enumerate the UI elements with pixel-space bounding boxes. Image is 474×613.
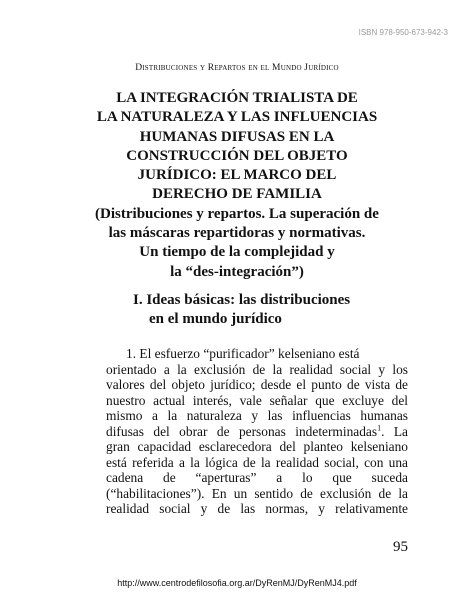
paragraph-line: orientado a la exclusión de la realidad social y los (106, 361, 408, 377)
subtitle-line: (Distribuciones y repartos. La superación de (95, 205, 379, 222)
section-heading-line: I. Ideas básicas: las distribuciones (133, 292, 351, 308)
paragraph-line: (“habilitaciones”). En un sentido de exclusión de la (106, 485, 408, 501)
paragraph-line: 1. El esfuerzo “purificador” kelseniano está (126, 346, 360, 361)
subtitle-line: Un tiempo de la complejidad y (139, 244, 335, 261)
paragraph-line: cadena de “aperturas” a lo que suceda (106, 470, 408, 485)
subtitle-line: las máscaras repartidoras y normativas. (108, 225, 366, 242)
running-header: Distribuciones y Repartos en el Mundo Jurídico (135, 63, 339, 73)
chapter-title (0, 89, 474, 282)
title-line: LA NATURALEZA Y LAS INFLUENCIAS (96, 109, 378, 126)
paragraph-line: está referida a la lógica de la realidad social, con una (106, 454, 408, 470)
paragraph-line-with-footnote (106, 424, 408, 440)
title-line: LA INTEGRACIÓN TRIALISTA DE (116, 90, 358, 106)
title-line: JURÍDICO: EL MARCO DEL (137, 167, 337, 184)
title-line: CONSTRUCCIÓN DEL OBJETO (126, 147, 348, 164)
paragraph-line: valores del objeto jurídico; desde el punto de vista de (106, 377, 408, 392)
paragraph-line: nuestro actual interés, vale señalar que excluye del (106, 392, 408, 408)
paragraph-line: mismo a la naturaleza y las influencias humanas (106, 408, 408, 423)
paragraph-line: realidad social y de las normas, y relativamente (106, 501, 408, 516)
paragraph-text: difusas del obrar de personas indeterminadas (106, 423, 378, 439)
footnote-marker: 1 (377, 423, 382, 433)
paragraph-text: . La (381, 423, 408, 439)
section-heading-line: en el mundo jurídico (149, 311, 282, 327)
subtitle-line: la “des-integración”) (170, 263, 304, 280)
paragraph-line: gran capacidad esclarecedora del planteo kelseniano (106, 439, 408, 454)
section-heading (133, 291, 350, 329)
title-line: HUMANAS DIFUSAS EN LA (139, 128, 335, 145)
isbn-label: ISBN 978-950-673-942-3 (358, 28, 448, 37)
footer-url: http://www.centrodefilosofia.org.ar/DyRenMJ/DyRenMJ4.pdf (117, 578, 357, 588)
page-number: 95 (393, 539, 408, 555)
title-line: DERECHO DE FAMILIA (152, 186, 322, 203)
body-paragraph (106, 346, 408, 517)
